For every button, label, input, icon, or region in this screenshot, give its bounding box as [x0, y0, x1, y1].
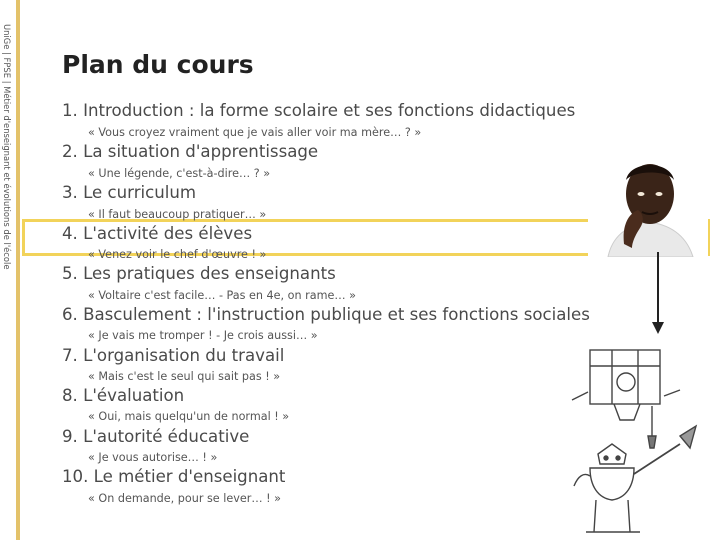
outline-quote-3: « Il faut beaucoup pratiquer… »: [88, 208, 267, 221]
outline-item-10: 10. Le métier d'enseignant: [62, 467, 286, 486]
outline-quote-1: « Vous croyez vraiment que je vais aller voir ma mère… ? »: [88, 126, 422, 139]
outline-quote-7: « Mais c'est le seul qui sait pas ! »: [88, 370, 281, 383]
outline-item-5: 5. Les pratiques des enseignants: [62, 264, 336, 283]
cartoon-sketch: [568, 336, 716, 540]
outline-quote-2: « Une légende, c'est-à-dire… ? »: [88, 167, 271, 180]
outline-item-2: 2. La situation d'apprentissage: [62, 142, 319, 161]
outline-quote-10: « On demande, pour se lever… ! »: [88, 492, 281, 505]
student-photo: [588, 152, 708, 257]
slide-title: Plan du cours: [62, 50, 254, 79]
sidebar-caption: UniGe | FPSE | Métier d'enseignant et évolutions de l'école: [2, 24, 12, 270]
outline-item-3: 3. Le curriculum: [62, 183, 197, 202]
outline-quote-6: « Je vais me tromper ! - Je crois aussi… »: [88, 329, 318, 342]
outline-item-1: 1. Introduction : la forme scolaire et ses fonctions didactiques: [62, 101, 576, 120]
outline-item-9: 9. L'autorité éducative: [62, 427, 250, 446]
outline-quote-8: « Oui, mais quelqu'un de normal ! »: [88, 410, 290, 423]
outline-quote-4: « Venez voir le chef d'œuvre ! »: [88, 248, 267, 261]
outline-item-4: 4. L'activité des élèves: [62, 224, 253, 243]
outline-item-6: 6. Basculement : l'instruction publique et ses fonctions sociales: [62, 305, 590, 324]
outline-item-7: 7. L'organisation du travail: [62, 346, 285, 365]
outline-quote-5: « Voltaire c'est facile… - Pas en 4e, on rame… »: [88, 289, 356, 302]
arrow-head-icon: [652, 322, 664, 334]
outline-quote-9: « Je vous autorise… ! »: [88, 451, 218, 464]
arrow-line: [657, 252, 659, 328]
sidebar-accent-bar: [16, 0, 20, 540]
outline-item-8: 8. L'évaluation: [62, 386, 185, 405]
